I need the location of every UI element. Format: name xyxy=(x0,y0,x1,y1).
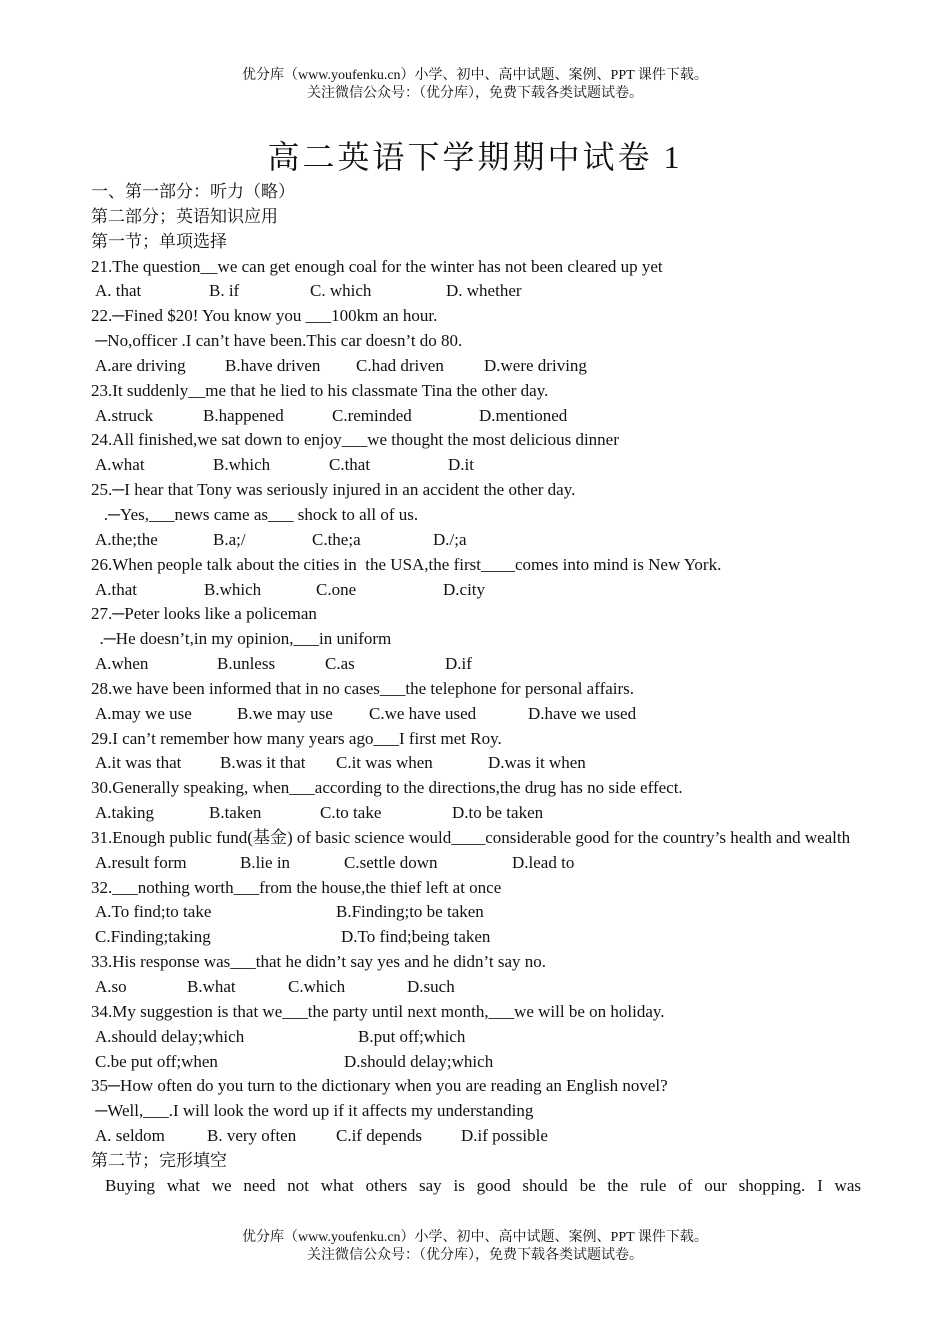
option-b: B.unless xyxy=(217,654,276,674)
option-c: C.which xyxy=(288,977,346,996)
option-c: C. which xyxy=(310,281,372,301)
question-stem: 25.─I hear that Tony was seriously injured in an accident the other day. xyxy=(91,480,576,500)
option-d: D.To find;being taken xyxy=(341,927,491,947)
options-row xyxy=(91,1050,861,1075)
exam-body xyxy=(91,180,861,1199)
options-row xyxy=(91,279,861,304)
option-d: D./;a xyxy=(433,529,467,549)
option-b: B. very often xyxy=(207,1126,297,1146)
option-a: A. that xyxy=(95,281,142,301)
option-c: C.if depends xyxy=(336,1126,422,1146)
option-b: B.which xyxy=(213,455,271,475)
option-b: B.taken xyxy=(209,803,262,823)
option-a: A.are driving xyxy=(95,355,186,375)
options-row xyxy=(91,404,861,429)
option-d: D.were driving xyxy=(484,355,587,375)
option-a: A.it was that xyxy=(95,753,182,773)
header-line-1: 优分库（www.youfenku.cn）小学、初中、高中试题、案例、PPT 课件下载。 xyxy=(242,68,708,83)
option-c: C.we have used xyxy=(369,703,477,723)
question-stem: 31.Enough public fund(基金) of basic science would____considerable good for the country’s health and wealth xyxy=(91,827,851,847)
option-c: C.one xyxy=(316,579,357,599)
option-c: C.it was when xyxy=(336,753,433,773)
option-d: D.lead to xyxy=(512,852,575,872)
options-row xyxy=(91,578,861,603)
options-row xyxy=(91,900,861,925)
option-a: A.result form xyxy=(95,852,187,872)
page-title: 高二英语下学期期中试卷 1 xyxy=(267,139,683,175)
passage-paragraph: Buying what we need not what others say is good should be the rule of our shopping. I was xyxy=(105,1175,861,1195)
option-d: D.should delay;which xyxy=(344,1051,494,1071)
option-a: A.To find;to take xyxy=(95,902,212,922)
footer-line-1: 优分库（www.youfenku.cn）小学、初中、高中试题、案例、PPT 课件下载。 xyxy=(242,1230,708,1245)
option-a: A. seldom xyxy=(95,1126,165,1146)
option-c: C.had driven xyxy=(356,355,444,375)
option-d: D.if xyxy=(445,654,472,674)
option-b: B.lie in xyxy=(240,852,291,872)
options-row xyxy=(91,851,861,876)
option-d: D.to be taken xyxy=(452,803,544,823)
option-c: C.settle down xyxy=(344,852,438,872)
option-a: A.struck xyxy=(95,405,154,425)
options-row xyxy=(91,652,861,677)
question-stem: .─Yes,___news came as___ shock to all of us. xyxy=(91,504,419,524)
option-a: A.may we use xyxy=(95,703,192,723)
option-d: D.have we used xyxy=(528,703,637,723)
question-stem: 35─How often do you turn to the dictionary when you are reading an English novel? xyxy=(91,1076,668,1096)
option-a: A.that xyxy=(95,579,138,599)
option-c: C.as xyxy=(325,654,355,674)
options-row xyxy=(91,702,861,727)
header-line-2: 关注微信公众号：（优分库），免费下载各类试题试卷。 xyxy=(307,86,643,101)
section-heading: 第二部分；英语知识应用 xyxy=(91,206,278,226)
option-b: B.have driven xyxy=(225,355,321,375)
option-d: D. whether xyxy=(446,281,522,301)
option-b: B.put off;which xyxy=(358,1026,466,1046)
option-b: B. if xyxy=(209,281,240,301)
question-stem: 27.─Peter looks like a policeman xyxy=(91,604,317,624)
question-stem: ─No,officer .I can’t have been.This car doesn’t do 80. xyxy=(91,331,463,351)
option-b: B.Finding;to be taken xyxy=(336,902,484,922)
question-stem: 22.─Fined $20! You know you ___100km an hour. xyxy=(91,306,438,326)
option-a: A.when xyxy=(95,654,149,674)
option-c: C.Finding;taking xyxy=(95,927,211,947)
options-row xyxy=(91,975,861,1000)
question-stem: ─Well,___.I will look the word up if it affects my understanding xyxy=(91,1101,534,1121)
page-header xyxy=(0,67,950,103)
options-row xyxy=(91,925,861,950)
question-stem: 21.The question__we can get enough coal for the winter has not been cleared up yet xyxy=(91,256,663,276)
option-b: B.what xyxy=(187,977,236,996)
question-stem: 30.Generally speaking, when___according to the directions,the drug has no side effect. xyxy=(91,778,683,798)
option-a: A.the;the xyxy=(95,529,158,549)
option-b: B.a;/ xyxy=(213,529,246,549)
question-stem: 24.All finished,we sat down to enjoy___we thought the most delicious dinner xyxy=(91,430,619,450)
options-row xyxy=(91,453,861,478)
option-d: D.was it when xyxy=(488,753,586,773)
option-c: C.the;a xyxy=(312,529,361,549)
question-stem: 29.I can’t remember how many years ago___I first met Roy. xyxy=(91,728,502,748)
question-stem: 34.My suggestion is that we___the party until next month,___we will be on holiday. xyxy=(91,1001,665,1021)
option-a: A.what xyxy=(95,455,145,475)
option-c: C.reminded xyxy=(332,405,412,425)
option-b: B.was it that xyxy=(220,753,306,773)
question-stem: 26.When people talk about the cities in the USA,the first____comes into mind is New York. xyxy=(91,554,722,574)
question-stem: 23.It suddenly__me that he lied to his classmate Tina the other day. xyxy=(91,380,549,400)
option-b: B.which xyxy=(204,579,262,599)
option-c: C.to take xyxy=(320,803,382,823)
options-row xyxy=(91,1025,861,1050)
option-d: D.mentioned xyxy=(479,405,568,425)
option-d: D.such xyxy=(407,977,455,996)
options-row xyxy=(91,751,861,776)
question-stem: 28.we have been informed that in no cases___the telephone for personal affairs. xyxy=(91,678,635,698)
option-a: A.taking xyxy=(95,803,155,823)
section-heading: 一、第一部分：听力（略） xyxy=(91,182,295,201)
question-stem: .─He doesn’t,in my opinion,___in uniform xyxy=(91,629,392,649)
option-b: B.we may use xyxy=(237,703,333,723)
page-footer xyxy=(0,1229,950,1265)
section-heading: 第一节；单项选择 xyxy=(91,231,227,251)
options-row xyxy=(91,528,861,553)
option-d: D.if possible xyxy=(461,1126,548,1146)
option-a: A.so xyxy=(95,977,127,996)
options-row xyxy=(91,801,861,826)
option-c: C.that xyxy=(329,455,371,475)
option-b: B.happened xyxy=(203,405,284,425)
option-d: D.it xyxy=(448,455,474,475)
footer-line-2: 关注微信公众号：（优分库），免费下载各类试题试卷。 xyxy=(307,1248,643,1263)
option-a: A.should delay;which xyxy=(95,1026,245,1046)
option-d: D.city xyxy=(443,579,486,599)
question-stem: 32.___nothing worth___from the house,the thief left at once xyxy=(91,877,502,897)
options-row xyxy=(91,1124,861,1149)
option-c: C.be put off;when xyxy=(95,1051,218,1071)
options-row xyxy=(91,354,861,379)
section-heading: 第二节；完形填空 xyxy=(91,1150,227,1170)
question-stem: 33.His response was___that he didn’t say yes and he didn’t say no. xyxy=(91,952,546,972)
